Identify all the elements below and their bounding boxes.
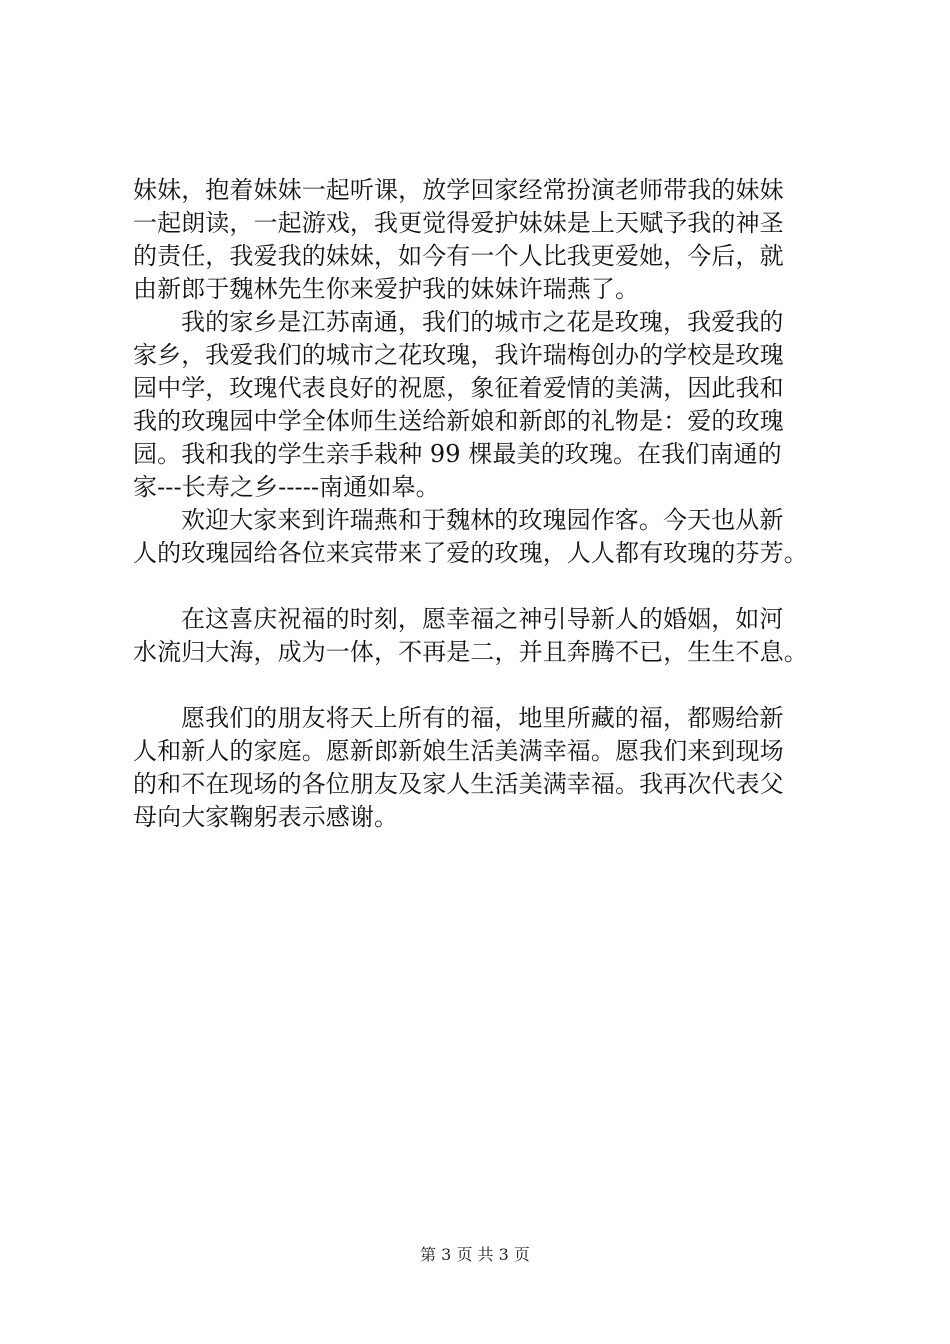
text-line: 我的家乡是江苏南通，我们的城市之花是玫瑰，我爱我的: [181, 308, 784, 336]
text-line: 园中学，玫瑰代表良好的祝愿，象征着爱情的美满，因此我和: [133, 374, 784, 402]
text-line: 欢迎大家来到许瑞燕和于魏林的玫瑰园作客。今天也从新: [181, 506, 784, 534]
text-line: 母向大家鞠躬表示感谢。: [133, 803, 399, 831]
text-line: 妹妹，抱着妹妹一起听课，放学回家经常扮演老师带我的妹妹: [133, 176, 784, 204]
text-line: 家---长寿之乡-----南通如皋。: [133, 473, 440, 501]
page-number-footer: 第 3 页 共 3 页: [420, 1245, 530, 1264]
text-line: 在这喜庆祝福的时刻，愿幸福之神引导新人的婚姻，如河: [181, 605, 784, 633]
text-line: 水流归大海，成为一体，不再是二，并且奔腾不已，生生不息。: [133, 638, 808, 666]
blank-line: [133, 570, 853, 603]
text-line: 人和新人的家庭。愿新郎新娘生活美满幸福。愿我们来到现场: [133, 737, 784, 765]
blank-line: [133, 669, 853, 702]
text-line: 家乡，我爱我们的城市之花玫瑰，我许瑞梅创办的学校是玫瑰: [133, 341, 784, 369]
text-line: 由新郎于魏林先生你来爱护我的妹妹许瑞燕了。: [133, 275, 640, 303]
text-line: 园。我和我的学生亲手栽种 99 棵最美的玫瑰。在我们南通的: [133, 440, 782, 468]
paragraph: [133, 504, 853, 570]
paragraph: [133, 603, 853, 669]
text-line: 我的玫瑰园中学全体师生送给新娘和新郎的礼物是：爱的玫瑰: [133, 407, 784, 435]
paragraph: [133, 174, 853, 306]
text-line: 愿我们的朋友将天上所有的福，地里所藏的福，都赐给新: [181, 704, 784, 732]
paragraph: [133, 702, 853, 834]
text-line: 的和不在现场的各位朋友及家人生活美满幸福。我再次代表父: [133, 770, 784, 798]
text-line: 的责任，我爱我的妹妹，如今有一个人比我更爱她，今后，就: [133, 242, 784, 270]
text-line: 人的玫瑰园给各位来宾带来了爱的玫瑰，人人都有玫瑰的芬芳。: [133, 539, 808, 567]
paragraph: [133, 306, 853, 504]
document-body: [133, 174, 853, 834]
text-line: 一起朗读，一起游戏，我更觉得爱护妹妹是上天赋予我的神圣: [133, 209, 784, 237]
